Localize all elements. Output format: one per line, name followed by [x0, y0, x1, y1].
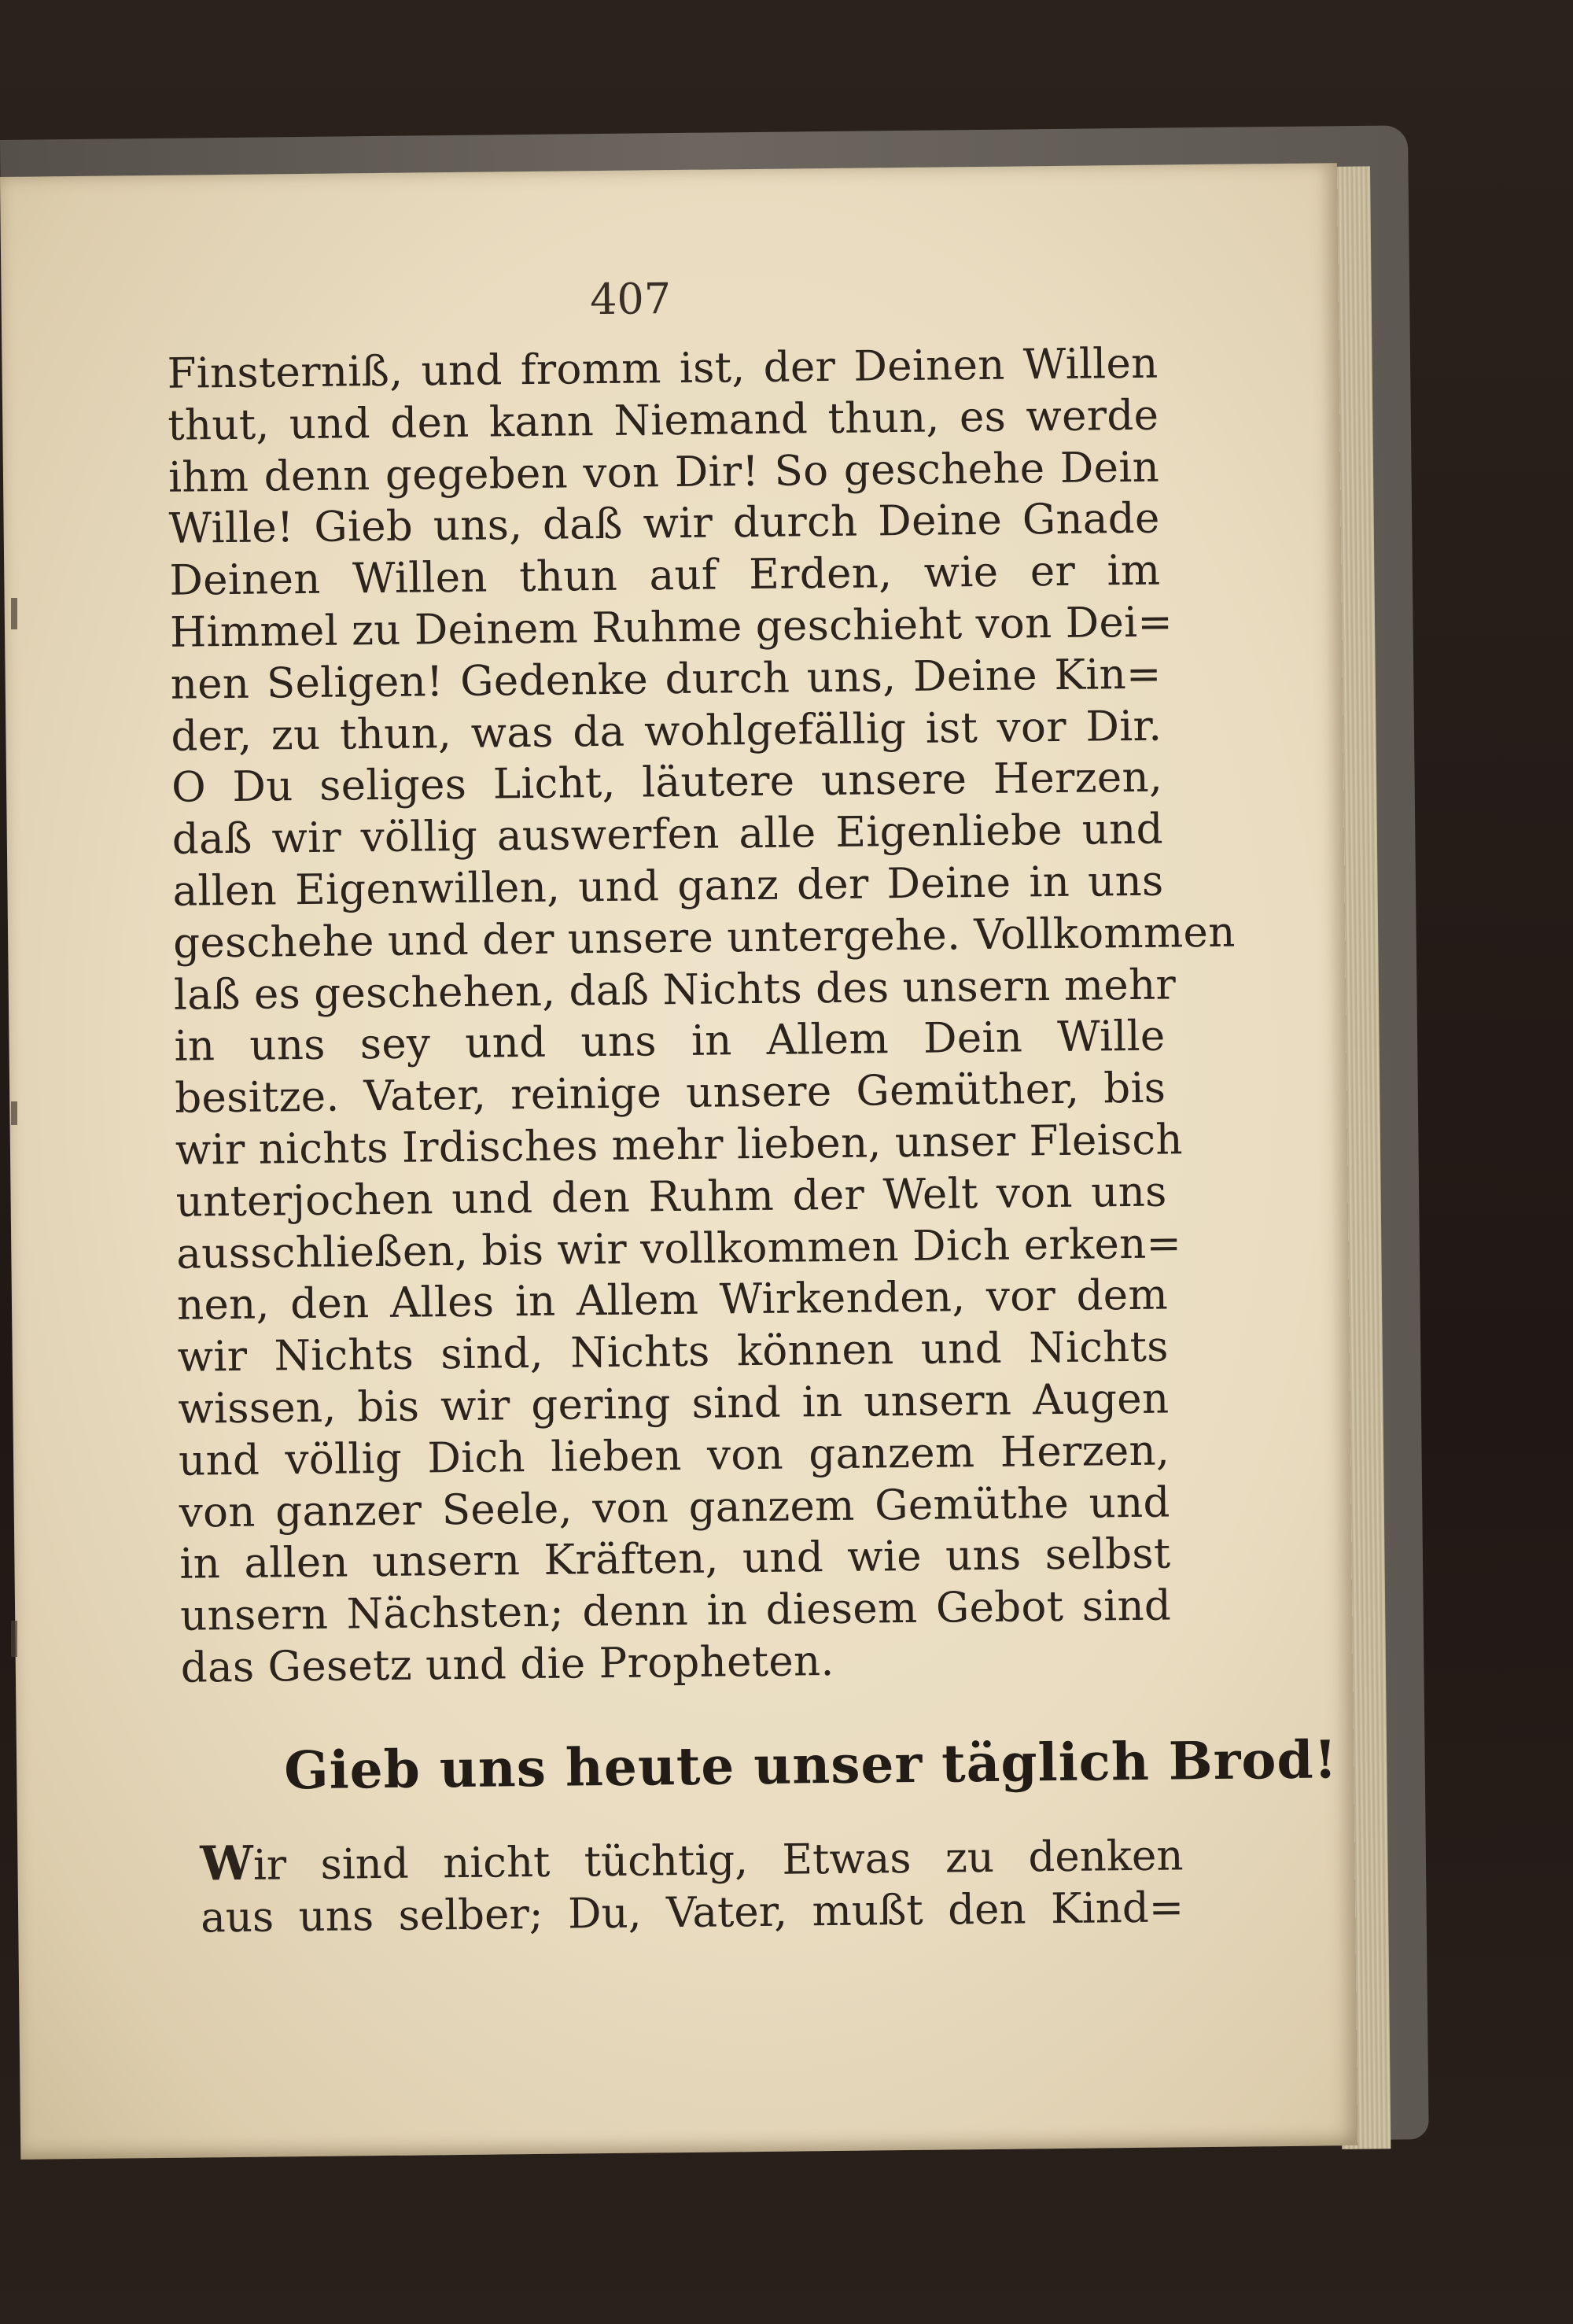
text-line: das Gesetz und die Propheten.: [180, 1636, 834, 1692]
next-paragraph: [200, 1828, 1184, 1944]
text-line: wir Nichts sind, Nichts können und Nichts: [177, 1322, 1169, 1381]
text-line: O Du seliges Licht, läutere unsere Herzen,: [171, 753, 1163, 813]
text-line: Finsterniß, und fromm ist, der Deinen Willen: [167, 339, 1159, 398]
text-line: Himmel zu Deinem Ruhme geschieht von Dei=: [169, 598, 1173, 657]
book-page: [0, 163, 1357, 2160]
text-line: Deinen Willen thun auf Erden, wie er im: [169, 546, 1161, 605]
text-line: nen, den Alles in Allem Wirkenden, vor dem: [176, 1271, 1169, 1330]
text-line: unterjochen und den Ruhm der Welt von uns: [175, 1168, 1167, 1227]
text-line: geschehe und der unsere untergehe. Vollkommen: [172, 908, 1236, 968]
text-line: ihm denn gegeben von Dir! So geschehe Dein: [168, 443, 1160, 502]
text-line: nen Seligen! Gedenke durch uns, Deine Kin=: [170, 650, 1162, 709]
text-line: wissen, bis wir gering sind in unsern Augen: [178, 1374, 1170, 1433]
text-line: wir nichts Irdisches mehr lieben, unser Fleisch: [175, 1116, 1184, 1175]
text-line: allen Eigenwillen, und ganz der Deine in uns: [172, 857, 1164, 916]
text-line: Wille! Gieb uns, daß wir durch Deine Gnade: [168, 494, 1160, 554]
text-line: der, zu thun, was da wohlgefällig ist vor Dir.: [171, 702, 1162, 761]
edge-mark: [11, 1101, 17, 1125]
initial-letter: W: [200, 1835, 254, 1892]
text-line: ausschließen, bis wir vollkommen Dich erken=: [176, 1219, 1182, 1278]
text-line: in uns sey und uns in Allem Dein Wille: [174, 1012, 1166, 1072]
page-number: 407: [589, 274, 672, 325]
prayer-paragraph: [167, 338, 1236, 1695]
text-line: von ganzer Seele, von ganzem Gemüthe und: [179, 1478, 1171, 1537]
text-line: [200, 1828, 1184, 1892]
text-line: in allen unsern Kräften, und wie uns selbst: [179, 1529, 1171, 1589]
text-line: daß wir völlig auswerfen alle Eigenliebe und: [171, 805, 1164, 864]
text-line: thut, und den kann Niemand thun, es werde: [168, 391, 1159, 450]
text-line: und völlig Dich lieben von ganzem Herzen,: [178, 1426, 1170, 1485]
edge-mark: [11, 598, 17, 629]
text-line: besitze. Vater, reinige unsere Gemüther, bis: [174, 1064, 1166, 1123]
text-line: laß es geschehen, daß Nichts des unsern mehr: [173, 960, 1177, 1020]
edge-mark: [11, 1621, 17, 1657]
text-line-rest: ir sind nicht tüchtig, Etwas zu denken: [252, 1832, 1184, 1890]
section-heading: Gieb uns heute unser täglich Brod!: [283, 1728, 1338, 1802]
text-line: aus uns selber; Du, Vater, mußt den Kind=: [200, 1883, 1184, 1942]
text-line: unsern Nächsten; denn in diesem Gebot sind: [179, 1581, 1172, 1640]
